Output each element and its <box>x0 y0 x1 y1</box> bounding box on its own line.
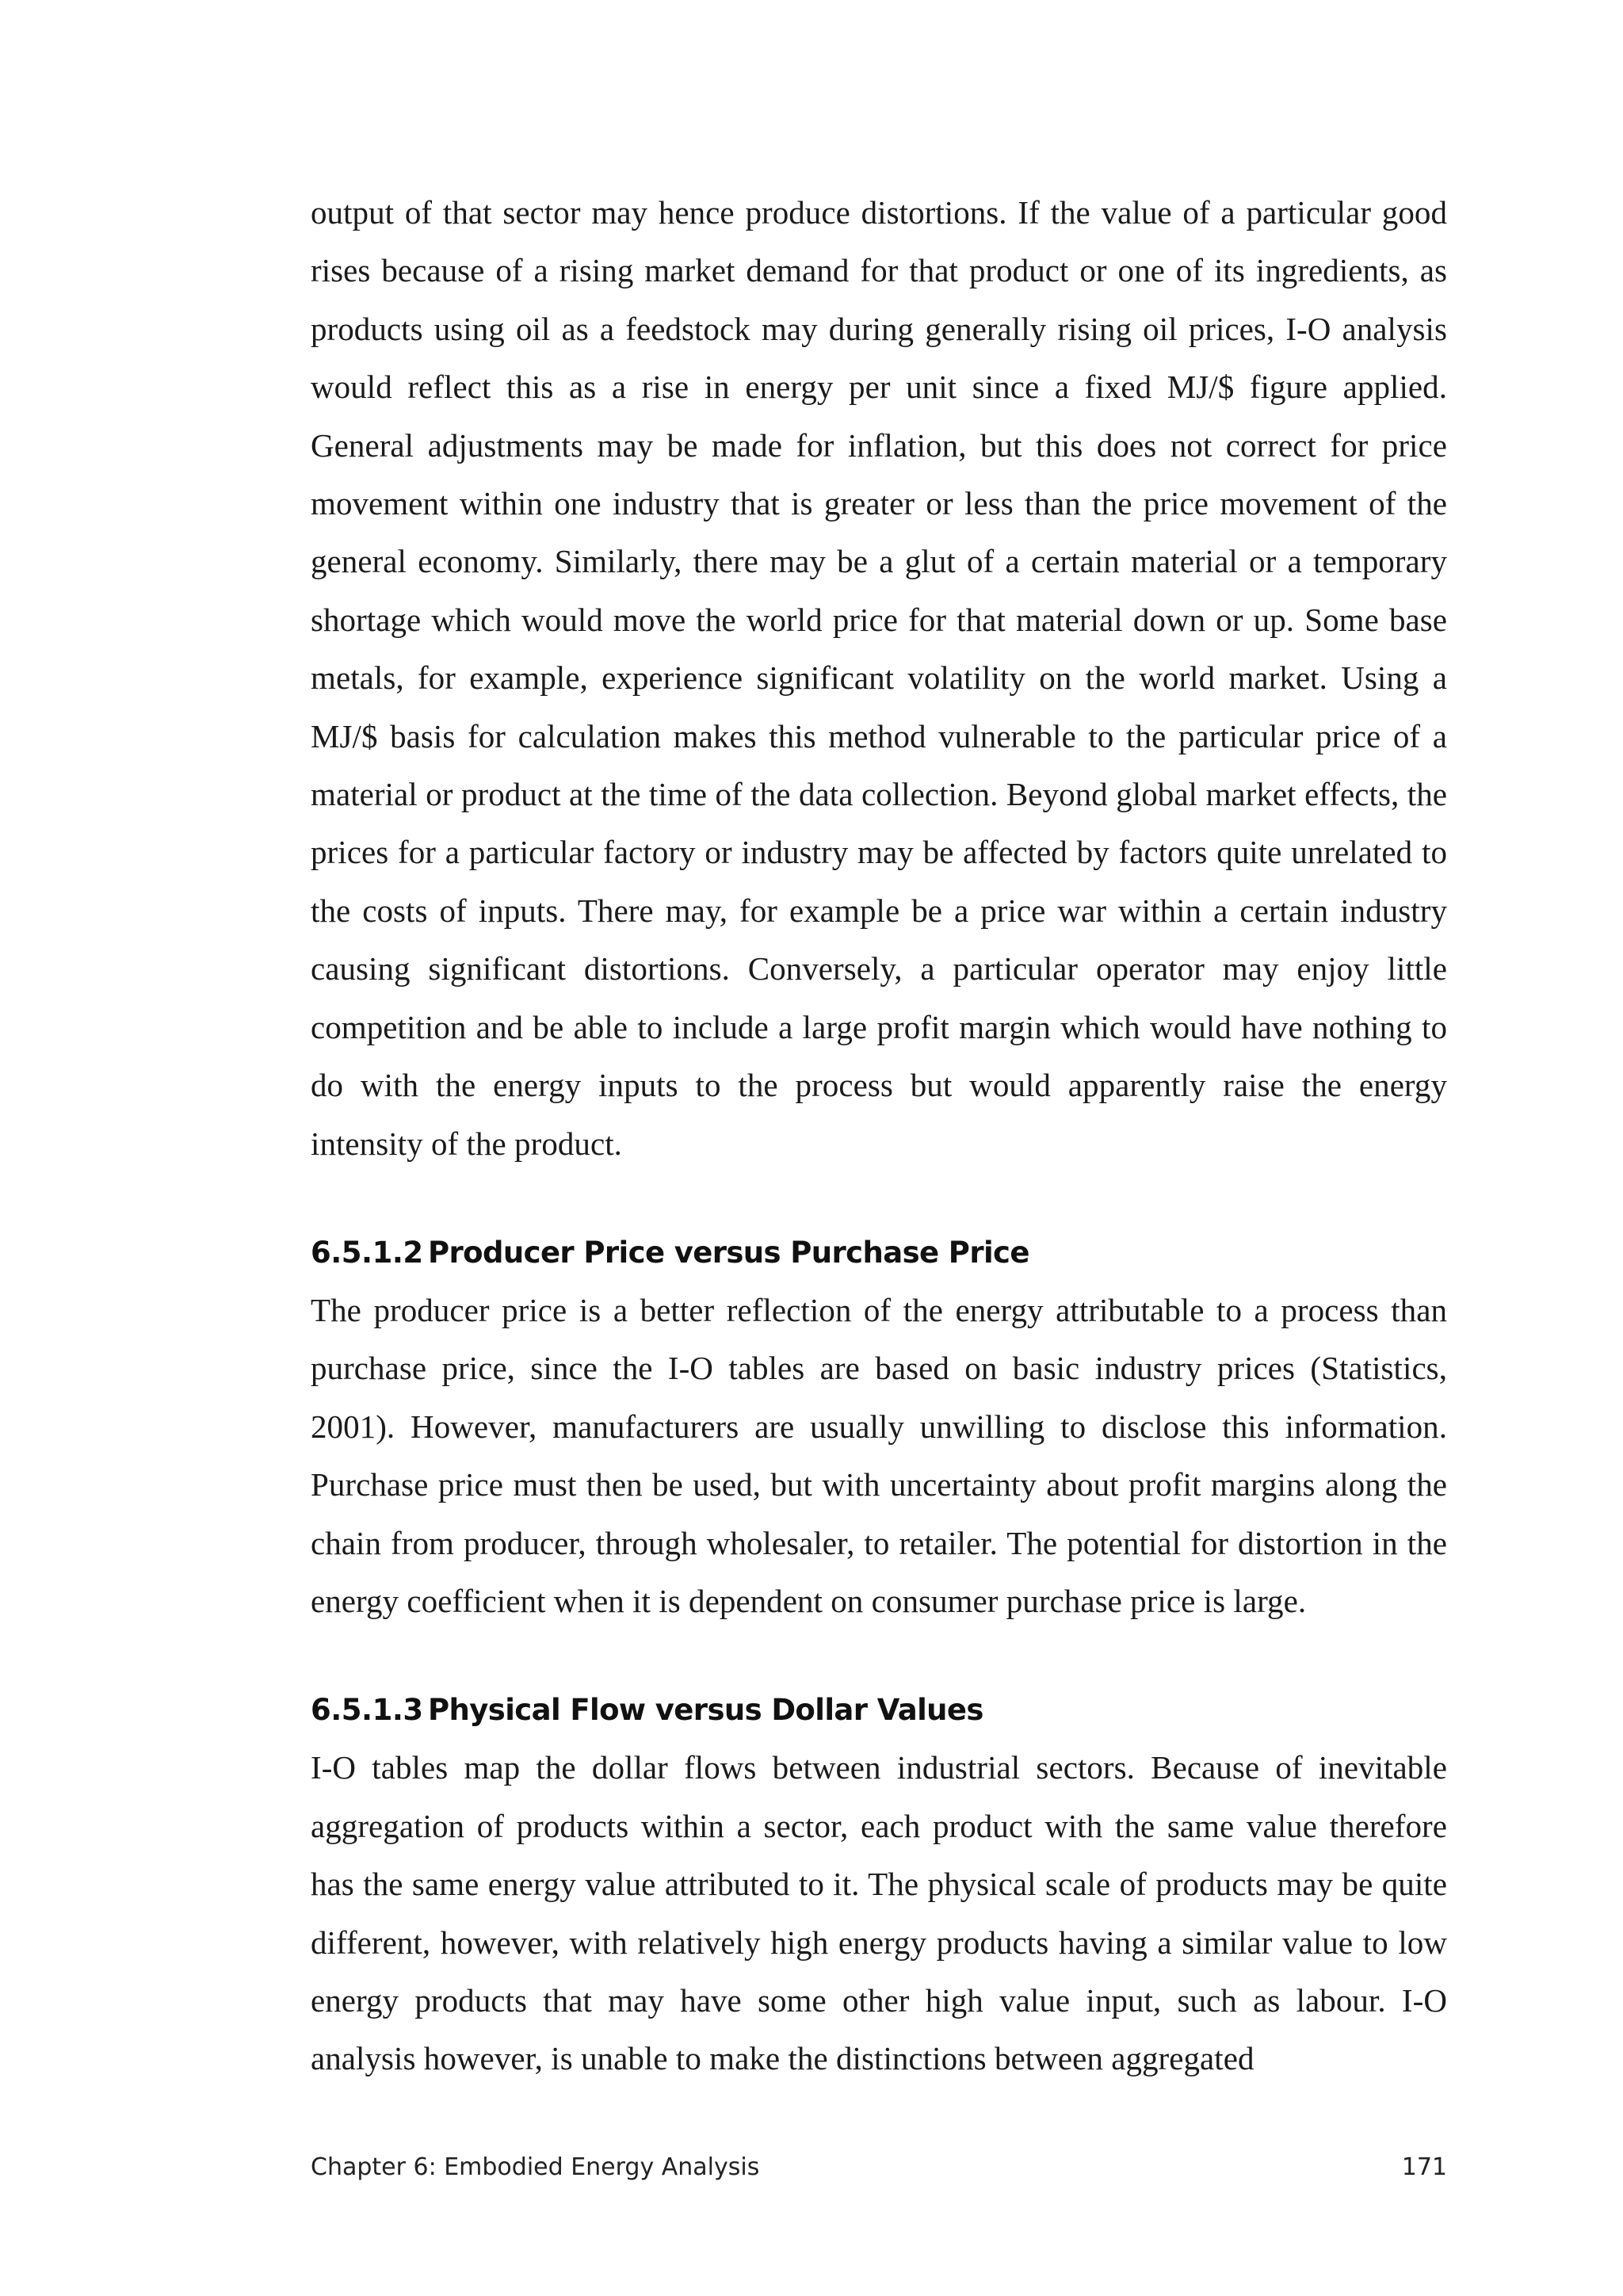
section-heading <box>311 1224 1447 1282</box>
section-title: Producer Price versus Purchase Price <box>428 1235 1029 1270</box>
intro-paragraph: output of that sector may hence produce distortions. If the value of a particular good rises because of a rising market demand for that product or one of its ingredients, as products using oil as a feedstock may during generally rising oil prices, I-O analysis would reflect this as a rise in energy per unit since a fixed MJ/$ figure applied. General adjustments may be made for inflation, but this does not correct for price movement within one industry that is greater or less than the price movement of the general economy. Similarly, there may be a glut of a certain material or a temporary shortage which would move the world price for that material down or up. Some base metals, for example, experience significant volatility on the world market. Using a MJ/$ basis for calculation makes this method vulnerable to the particular price of a material or product at the time of the data collection. Beyond global market effects, the prices for a particular factory or industry may be affected by factors quite unrelated to the costs of inputs. There may, for example be a price war within a certain industry causing significant distortions. Conversely, a particular operator may enjoy little competition and be able to include a large profit margin which would have nothing to do with the energy inputs to the process but would apparently raise the energy intensity of the product. <box>311 194 1447 1162</box>
section-paragraph: I-O tables map the dollar flows between industrial sectors. Because of inevitable aggregation of products within a sector, each product with the same value therefore has the same energy value attributed to it. The physical scale of products may be quite different, however, with relatively high energy products having a similar value to low energy products that may have some other high value input, such as labour. I-O analysis however, is unable to make the distinctions between aggregated <box>311 1749 1447 2077</box>
section-heading <box>311 1681 1447 1739</box>
footer-chapter-title: Chapter 6: Embodied Energy Analysis <box>311 2153 760 2181</box>
section-title: Physical Flow versus Dollar Values <box>428 1693 983 1728</box>
page-footer <box>311 2152 1447 2183</box>
section-number: 6.5.1.3 <box>311 1693 423 1728</box>
page-content <box>311 184 1447 2088</box>
section-number: 6.5.1.2 <box>311 1235 423 1270</box>
page-number: 171 <box>1401 2153 1447 2181</box>
section-paragraph: The producer price is a better reflection of the energy attributable to a process than purchase price, since the I-O tables are based on basic industry prices (Statistics, 2001). However, manufacturers are usually unwilling to disclose this information. Purchase price must then be used, but with uncertainty about profit margins along the chain from producer, through wholesaler, to retailer. The potential for distortion in the energy coefficient when it is dependent on consumer purchase price is large. <box>311 1291 1447 1619</box>
